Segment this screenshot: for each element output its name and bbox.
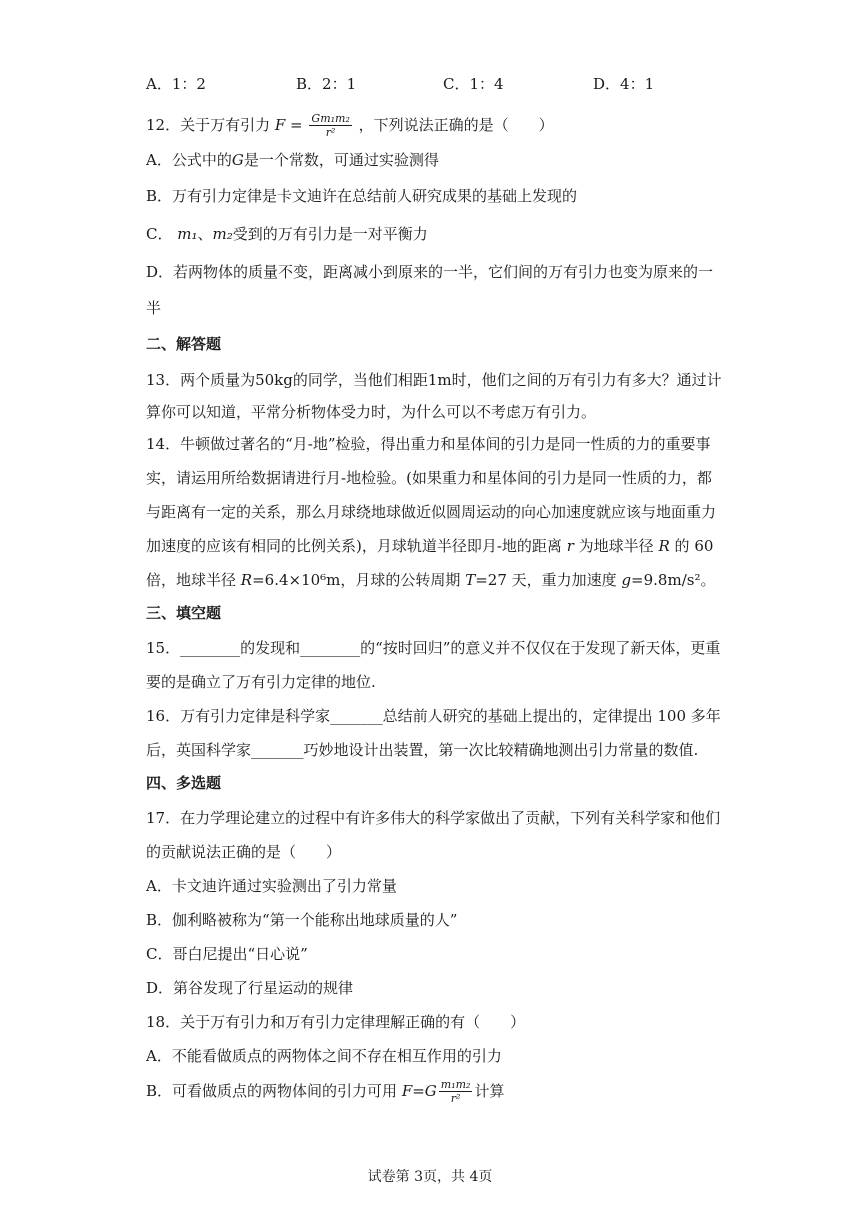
q18-formula-numerator: m₁m₂ xyxy=(440,1078,471,1091)
q12-stem xyxy=(146,110,554,140)
section-heading-4: 四、多选题 xyxy=(146,774,222,792)
q12-option-a-tail: 是一个常数，可通过实验测得 xyxy=(243,151,439,169)
q17-option-b: B．伽利略被称为“第一个能称出地球质量的人” xyxy=(146,911,458,929)
q12-option-c-sep: 、 xyxy=(197,225,213,243)
q18-formula-fraction xyxy=(439,1079,473,1105)
q12-option-c-m2: m₂ xyxy=(212,225,233,243)
q18-formula-denominator: r² xyxy=(450,1092,461,1105)
q14-R-value: =6.4×10⁶m，月球的公转周期 xyxy=(252,571,461,589)
q14-line4 xyxy=(146,536,713,556)
q17-option-d: D．第谷发现了行星运动的规律 xyxy=(146,979,354,997)
q12-option-a-text: A．公式中的 xyxy=(146,151,232,169)
q14-var-r: r xyxy=(566,537,574,555)
q14-var-R: R xyxy=(658,537,670,555)
q17-line1: 17．在力学理论建立的过程中有许多伟大的科学家做出了贡献，下列有关科学家和他们 xyxy=(146,809,721,827)
q12-option-c-tail: 受到的万有引力是一对平衡力 xyxy=(232,225,428,243)
q16-line2: 后，英国科学家_______巧妙地设计出装置，第一次比较精确地测出引力常量的数值. xyxy=(146,741,699,759)
q12-option-c-m1: m₁ xyxy=(177,225,198,243)
q12-formula-denominator: r² xyxy=(325,126,336,139)
q12-option-d-line1: D．若两物体的质量不变，距离减小到原来的一半，它们间的万有引力也变为原来的一 xyxy=(146,263,714,281)
q11-option-a: A．1：2 xyxy=(146,75,206,93)
q14-line3: 与距离有一定的关系，那么月球绕地球做近似圆周运动的向心加速度就应该与地面重力 xyxy=(146,503,717,521)
q18-option-b xyxy=(146,1076,504,1106)
q12-option-a-var: G xyxy=(231,151,244,169)
q12-stem-text: 12．关于万有引力 xyxy=(146,116,271,134)
page-footer: 试卷第 3页，共 4页 xyxy=(367,1169,493,1185)
q18-option-a: A．不能看做质点的两物体之间不存在相互作用的引力 xyxy=(146,1047,502,1065)
section-heading-2: 二、解答题 xyxy=(146,335,222,353)
q18-option-b-text: B．可看做质点的两物体间的引力可用 xyxy=(146,1082,398,1100)
q18-formula-lhs: F=G xyxy=(401,1082,437,1100)
q12-formula-numerator: Gm₁m₂ xyxy=(311,112,350,125)
q14-line4-text: 加速度的应该有相同的比例关系)，月球轨道半径即月-地的距离 xyxy=(146,537,562,555)
q12-formula-lhs: F = xyxy=(274,116,303,134)
q14-var-R2: R xyxy=(240,571,253,589)
q11-option-c: C．1：4 xyxy=(443,75,504,93)
q12-formula-fraction xyxy=(309,113,351,139)
q16-line1: 16．万有引力定律是科学家_______总结前人研究的基础上提出的，定律提出 100 多年 xyxy=(146,707,721,725)
q14-line4-tail: 的 60 xyxy=(674,537,714,555)
q13-line2: 算你可以知道，平常分析物体受力时，为什么可以不考虑万有引力。 xyxy=(146,403,597,421)
q15-line2: 要的是确立了万有引力定律的地位. xyxy=(146,673,376,691)
q14-g-value: =9.8m/s²。 xyxy=(631,571,716,589)
q13-line1: 13．两个质量为50kg的同学，当他们相距1m时，他们之间的万有引力有多大？通过计 xyxy=(146,371,722,389)
q14-T-value: =27 天，重力加速度 xyxy=(475,571,617,589)
q17-option-c: C．哥白尼提出“日心说” xyxy=(146,945,308,963)
section-heading-3: 三、填空题 xyxy=(146,604,222,622)
q14-line4-mid: 为地球半径 xyxy=(578,537,654,555)
q18-option-b-tail: 计算 xyxy=(474,1082,505,1100)
q14-var-g: g xyxy=(621,571,632,589)
q17-line2: 的贡献说法正确的是（ ） xyxy=(146,843,342,861)
q11-option-d: D．4：1 xyxy=(593,75,655,93)
q12-option-a xyxy=(146,150,439,170)
q14-line2: 实，请运用所给数据请进行月-地检验。(如果重力和星体间的引力是同一性质的力，都 xyxy=(146,469,712,487)
q14-var-T: T xyxy=(465,571,476,589)
q12-stem-tail: ，下列说法正确的是（ ） xyxy=(358,116,554,134)
q12-option-b: B．万有引力定律是卡文迪许在总结前人研究成果的基础上发现的 xyxy=(146,187,578,205)
q14-line5 xyxy=(146,570,715,590)
q14-line1: 14．牛顿做过著名的“月-地”检验，得出重力和星体间的引力是同一性质的力的重要事 xyxy=(146,435,711,453)
q18-stem: 18．关于万有引力和万有引力定律理解正确的有（ ） xyxy=(146,1013,526,1031)
q17-option-a: A．卡文迪许通过实验测出了引力常量 xyxy=(146,877,397,895)
q14-line5-text: 倍，地球半径 xyxy=(146,571,237,589)
q15-line1: 15．________的发现和________的“按时回归”的意义并不仅仅在于发现了新天体，更重 xyxy=(146,639,721,657)
q12-option-d-line2: 半 xyxy=(146,299,162,317)
q11-option-b: B．2：1 xyxy=(296,75,357,93)
q12-option-c-label: C． xyxy=(146,225,173,243)
q12-option-c xyxy=(146,224,428,244)
